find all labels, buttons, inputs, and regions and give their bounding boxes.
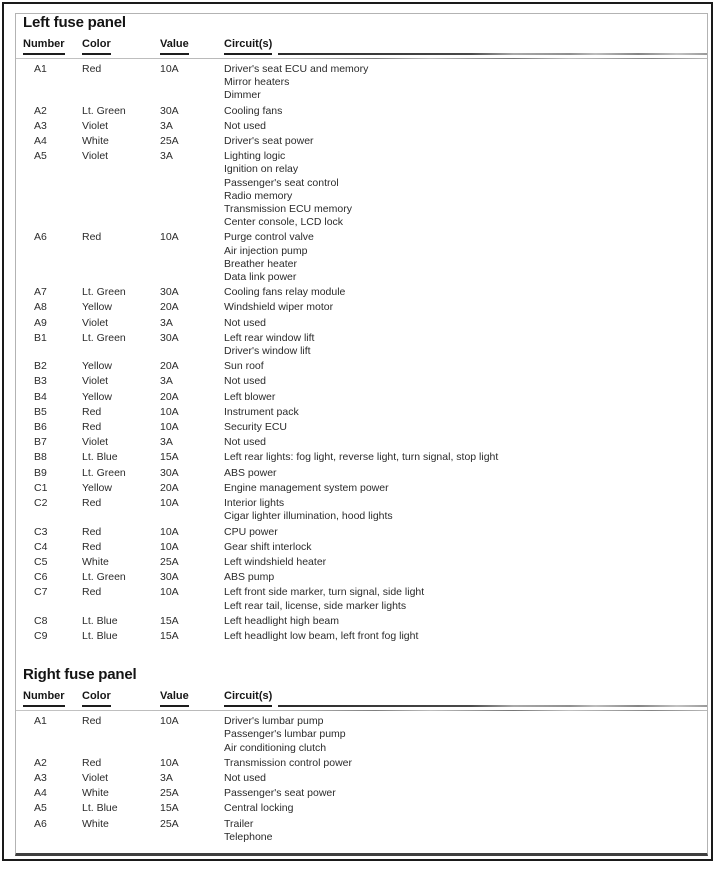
fuse-color: Violet	[82, 119, 109, 132]
fuse-value: 15A	[160, 802, 179, 815]
circuit-line: Left rear window lift	[224, 331, 315, 344]
circuit-line: Mirror heaters	[224, 76, 290, 89]
fuse-color: Yellow	[82, 360, 112, 373]
header-rule	[278, 705, 707, 707]
fuse-number: A5	[34, 802, 47, 815]
fuse-circuits	[224, 497, 707, 523]
circuit-line: Central locking	[224, 802, 294, 815]
fuse-circuits	[224, 360, 707, 373]
fuse-value: 30A	[160, 286, 179, 299]
fuse-color: White	[82, 787, 109, 800]
fuse-circuits	[224, 526, 707, 539]
fuse-color: Red	[82, 715, 102, 728]
fuse-circuits	[224, 63, 707, 103]
fuse-circuits	[224, 375, 707, 388]
fuse-circuits	[224, 615, 707, 628]
fuse-value: 10A	[160, 525, 179, 538]
fuse-row	[23, 118, 707, 133]
panel-title: Right fuse panel	[23, 666, 137, 684]
circuit-line: Ignition on relay	[224, 163, 299, 176]
fuse-circuits	[224, 818, 707, 844]
fuse-number: A3	[34, 119, 47, 132]
fuse-value: 10A	[160, 715, 179, 728]
fuse-number: A2	[34, 104, 47, 117]
fuse-row	[23, 495, 707, 523]
fuse-value: 25A	[160, 787, 179, 800]
fuse-circuits	[224, 451, 707, 464]
fuse-row	[23, 404, 707, 419]
fuse-number: A1	[34, 715, 47, 728]
column-header-value	[160, 691, 224, 707]
fuse-number: B7	[34, 436, 47, 449]
fuse-number: A7	[34, 286, 47, 299]
fuse-row	[23, 770, 707, 785]
fuse-value: 10A	[160, 421, 179, 434]
column-header-color	[82, 691, 160, 707]
fuse-circuits	[224, 286, 707, 299]
fuse-row	[23, 539, 707, 554]
circuit-line: Not used	[224, 771, 267, 784]
fuse-value: 10A	[160, 540, 179, 553]
circuit-line: Sun roof	[224, 360, 264, 373]
circuit-line: Passenger's seat power	[224, 787, 336, 800]
table-rows	[23, 61, 707, 643]
column-header-label: Value	[160, 39, 189, 55]
circuit-line: Air conditioning clutch	[224, 741, 327, 754]
fuse-value: 30A	[160, 331, 179, 344]
circuit-line: Radio memory	[224, 189, 293, 202]
fuse-value: 3A	[160, 436, 173, 449]
fuse-circuits	[224, 571, 707, 584]
fuse-circuits	[224, 787, 707, 800]
fuse-number: B2	[34, 360, 47, 373]
fuse-color: Red	[82, 63, 102, 75]
header-rule-secondary	[16, 710, 707, 711]
table-header-row	[23, 691, 707, 707]
fuse-row	[23, 434, 707, 449]
fuse-value: 3A	[160, 119, 173, 132]
table-header-row	[23, 39, 707, 55]
circuit-line: Cigar lighter illumination, hood lights	[224, 510, 393, 523]
circuit-line: Lighting logic	[224, 150, 286, 163]
fuse-circuits	[224, 772, 707, 785]
fuse-row	[23, 584, 707, 612]
circuit-line: Transmission control power	[224, 756, 352, 769]
fuse-value: 3A	[160, 150, 173, 163]
fuse-color: Lt. Blue	[82, 629, 118, 642]
fuse-color: Violet	[82, 316, 109, 329]
fuse-color: Red	[82, 525, 102, 538]
circuit-line: Purge control valve	[224, 231, 314, 244]
circuit-line: Not used	[224, 316, 267, 329]
fuse-number: B8	[34, 451, 47, 464]
fuse-number: C2	[34, 497, 48, 510]
circuit-line: Security ECU	[224, 421, 288, 434]
column-header-label: Value	[160, 691, 189, 707]
column-header-label: Circuit(s)	[224, 691, 272, 707]
fuse-number: C1	[34, 481, 48, 494]
fuse-number: A5	[34, 150, 47, 163]
header-rule	[278, 53, 707, 55]
fuse-color: Lt. Green	[82, 286, 126, 299]
circuit-line: Interior lights	[224, 497, 285, 510]
fuse-number: C7	[34, 586, 48, 599]
fuse-row	[23, 449, 707, 464]
fuse-value: 10A	[160, 231, 179, 244]
fuse-color: Violet	[82, 436, 109, 449]
fuse-number: A2	[34, 756, 47, 769]
circuit-line: Instrument pack	[224, 405, 299, 418]
circuit-line: Driver's seat power	[224, 135, 314, 148]
fuse-number: A9	[34, 316, 47, 329]
circuit-line: Not used	[224, 375, 267, 388]
fuse-row	[23, 613, 707, 628]
fuse-color: Red	[82, 540, 102, 553]
circuit-line: Left blower	[224, 390, 276, 403]
fuse-circuits	[224, 586, 707, 612]
fuse-color: White	[82, 555, 109, 568]
fuse-number: A4	[34, 135, 47, 148]
circuit-line: Engine management system power	[224, 481, 389, 494]
fuse-row	[23, 148, 707, 229]
fuse-row	[23, 358, 707, 373]
fuse-number: B5	[34, 405, 47, 418]
fuse-panel-tables	[23, 15, 707, 844]
circuit-line: ABS power	[224, 466, 277, 479]
circuit-line: Data link power	[224, 271, 297, 284]
fuse-row	[23, 569, 707, 584]
fuse-color: Red	[82, 421, 102, 434]
fuse-circuits	[224, 556, 707, 569]
fuse-color: Yellow	[82, 390, 112, 403]
fuse-circuits	[224, 436, 707, 449]
column-header-number	[23, 39, 82, 55]
fuse-row	[23, 330, 707, 358]
fuse-row	[23, 480, 707, 495]
circuit-line: Transmission ECU memory	[224, 203, 352, 216]
scanned-page	[15, 13, 708, 856]
fuse-row	[23, 229, 707, 284]
circuit-line: Air injection pump	[224, 244, 308, 257]
fuse-value: 10A	[160, 586, 179, 599]
fuse-row	[23, 465, 707, 480]
fuse-number: C8	[34, 614, 48, 627]
header-rule-secondary	[16, 58, 707, 59]
circuit-line: Breather heater	[224, 257, 297, 270]
fuse-circuits	[224, 406, 707, 419]
fuse-value: 15A	[160, 614, 179, 627]
fuse-value: 10A	[160, 497, 179, 510]
fuse-number: C5	[34, 555, 48, 568]
fuse-value: 15A	[160, 629, 179, 642]
circuit-line: Dimmer	[224, 89, 261, 102]
fuse-color: Yellow	[82, 481, 112, 494]
fuse-circuits	[224, 332, 707, 358]
fuse-value: 30A	[160, 104, 179, 117]
fuse-value: 10A	[160, 756, 179, 769]
column-header-label: Number	[23, 39, 65, 55]
fuse-color: Red	[82, 586, 102, 599]
fuse-value: 10A	[160, 63, 179, 75]
fuse-number: B6	[34, 421, 47, 434]
fuse-row	[23, 628, 707, 643]
fuse-value: 25A	[160, 555, 179, 568]
fuse-row	[23, 755, 707, 770]
fuse-color: Red	[82, 405, 102, 418]
table-rows	[23, 713, 707, 844]
fuse-row	[23, 800, 707, 815]
fuse-color: Lt. Blue	[82, 802, 118, 815]
fuse-number: A3	[34, 771, 47, 784]
fuse-number: A8	[34, 301, 47, 314]
circuit-line: Passenger's lumbar pump	[224, 728, 346, 741]
fuse-row	[23, 524, 707, 539]
fuse-value: 20A	[160, 360, 179, 373]
fuse-row	[23, 389, 707, 404]
fuse-row	[23, 419, 707, 434]
circuit-line: Not used	[224, 436, 267, 449]
fuse-circuits	[224, 541, 707, 554]
fuse-row	[23, 713, 707, 755]
fuse-color: White	[82, 135, 109, 148]
fuse-panel-section	[23, 15, 707, 643]
circuit-line: Trailer	[224, 817, 254, 830]
column-header-label: Color	[82, 39, 111, 55]
fuse-number: C4	[34, 540, 48, 553]
fuse-value: 3A	[160, 771, 173, 784]
fuse-number: A4	[34, 787, 47, 800]
fuse-color: Lt. Green	[82, 571, 126, 584]
fuse-value: 10A	[160, 405, 179, 418]
fuse-value: 15A	[160, 451, 179, 464]
fuse-row	[23, 373, 707, 388]
fuse-value: 20A	[160, 481, 179, 494]
fuse-number: A1	[34, 63, 47, 75]
fuse-circuits	[224, 317, 707, 330]
circuit-line: Left rear tail, license, side marker lights	[224, 599, 407, 612]
fuse-circuits	[224, 120, 707, 133]
fuse-value: 3A	[160, 316, 173, 329]
fuse-color: Red	[82, 497, 102, 510]
fuse-number: B1	[34, 331, 47, 344]
circuit-line: Cooling fans	[224, 104, 283, 117]
fuse-value: 30A	[160, 571, 179, 584]
fuse-row	[23, 61, 707, 103]
circuit-line: Driver's lumbar pump	[224, 715, 324, 728]
fuse-circuits	[224, 231, 707, 284]
circuit-line: Telephone	[224, 830, 273, 843]
circuit-line: Left front side marker, turn signal, side light	[224, 586, 425, 599]
circuit-line: Left windshield heater	[224, 555, 327, 568]
fuse-number: C3	[34, 525, 48, 538]
fuse-value: 30A	[160, 466, 179, 479]
circuit-line: Driver's window lift	[224, 345, 311, 358]
column-header-value	[160, 39, 224, 55]
fuse-circuits	[224, 757, 707, 770]
circuit-line: Passenger's seat control	[224, 176, 339, 189]
fuse-color: Lt. Green	[82, 104, 126, 117]
fuse-color: Yellow	[82, 301, 112, 314]
circuit-line: Windshield wiper motor	[224, 301, 334, 314]
circuit-line: ABS pump	[224, 571, 275, 584]
fuse-number: A6	[34, 231, 47, 244]
fuse-color: Violet	[82, 375, 109, 388]
circuit-line: Not used	[224, 119, 267, 132]
panel-title: Left fuse panel	[23, 14, 126, 31]
fuse-row	[23, 554, 707, 569]
fuse-color: Red	[82, 231, 102, 244]
fuse-color: Violet	[82, 771, 109, 784]
column-header-color	[82, 39, 160, 55]
fuse-row	[23, 299, 707, 314]
fuse-color: Lt. Green	[82, 466, 126, 479]
circuit-line: Driver's seat ECU and memory	[224, 63, 369, 75]
fuse-panel-section	[23, 667, 707, 844]
fuse-color: White	[82, 817, 109, 830]
fuse-circuits	[224, 630, 707, 643]
fuse-number: B3	[34, 375, 47, 388]
fuse-circuits	[224, 150, 707, 229]
fuse-value: 20A	[160, 390, 179, 403]
column-header-label: Number	[23, 691, 65, 707]
circuit-line: Left rear lights: fog light, reverse light, turn signal, stop light	[224, 451, 499, 464]
fuse-circuits	[224, 391, 707, 404]
fuse-circuits	[224, 467, 707, 480]
fuse-circuits	[224, 135, 707, 148]
fuse-circuits	[224, 482, 707, 495]
fuse-row	[23, 816, 707, 844]
fuse-row	[23, 284, 707, 299]
fuse-number: C9	[34, 629, 48, 642]
fuse-number: A6	[34, 817, 47, 830]
fuse-circuits	[224, 105, 707, 118]
fuse-value: 20A	[160, 301, 179, 314]
circuit-line: Cooling fans relay module	[224, 286, 346, 299]
page-border	[2, 2, 713, 861]
fuse-color: Red	[82, 756, 102, 769]
fuse-circuits	[224, 715, 707, 755]
fuse-color: Lt. Green	[82, 331, 126, 344]
circuit-line: Left headlight high beam	[224, 614, 340, 627]
fuse-color: Violet	[82, 150, 109, 163]
fuse-circuits	[224, 802, 707, 815]
fuse-number: B9	[34, 466, 47, 479]
fuse-number: B4	[34, 390, 47, 403]
circuit-line: CPU power	[224, 525, 278, 538]
fuse-row	[23, 133, 707, 148]
fuse-number: C6	[34, 571, 48, 584]
fuse-color: Lt. Blue	[82, 451, 118, 464]
fuse-row	[23, 103, 707, 118]
fuse-circuits	[224, 421, 707, 434]
fuse-row	[23, 315, 707, 330]
column-header-label: Color	[82, 691, 111, 707]
fuse-color: Lt. Blue	[82, 614, 118, 627]
circuit-line: Left headlight low beam, left front fog light	[224, 629, 419, 642]
fuse-row	[23, 785, 707, 800]
column-header-number	[23, 691, 82, 707]
fuse-value: 25A	[160, 817, 179, 830]
fuse-value: 25A	[160, 135, 179, 148]
column-header-label: Circuit(s)	[224, 39, 272, 55]
fuse-value: 3A	[160, 375, 173, 388]
circuit-line: Center console, LCD lock	[224, 216, 344, 229]
fuse-circuits	[224, 301, 707, 314]
circuit-line: Gear shift interlock	[224, 540, 312, 553]
